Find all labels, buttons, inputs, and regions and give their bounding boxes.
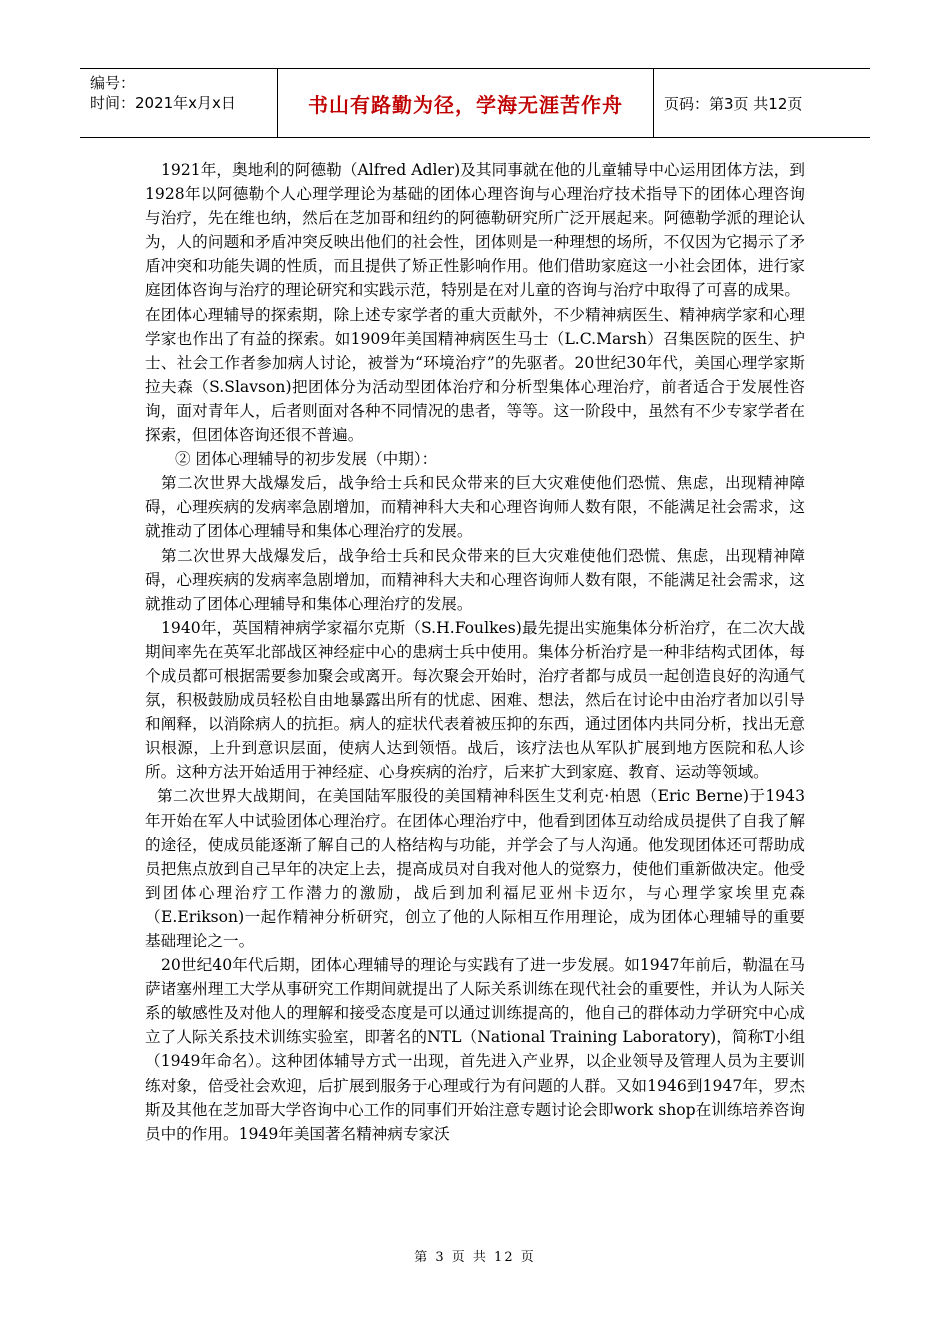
section-heading: ② 团体心理辅导的初步发展（中期）： bbox=[175, 450, 438, 469]
document-body bbox=[145, 158, 805, 1146]
header-meta bbox=[80, 69, 278, 137]
paragraph: 第二次世界大战爆发后，战争给士兵和民众带来的巨大灾难使他们恐慌、焦虑，出现精神障碍，心理疾病的发病率急剧增加，而精神科大夫和心理咨询师人数有限，不能满足社会需求，这就推动了团体心理辅导和集体心理治疗的发展。 bbox=[145, 546, 805, 613]
paragraph: 在团体心理辅导的探索期，除上述专家学者的重大贡献外，不少精神病医生、精神病学家和心理学家也作出了有益的探索。如1909年美国精神病医生马士（L.C.Marsh）召集医院的医生、护士、社会工作者参加病人讨论，被誉为“环境治疗”的先驱者。20世纪30年代，美国心理学家斯拉夫森（S.Slavson)把团体分为活动型团体治疗和分析型集体心理治疗，前者适合于发展性咨询，面对青年人，后者则面对各种不同情况的患者，等等。这一阶段中，虽然有不少专家学者在探索，但团体咨询还很不普遍。 bbox=[145, 305, 805, 445]
paragraph: 第二次世界大战期间，在美国陆军服役的美国精神科医生艾利克·柏恩（Eric Berne)于1943年开始在军人中试验团体心理治疗。在团体心理治疗中，他看到团体互动给成员提供了自我了解的途径，使成员能逐渐了解自己的人格结构与功能，并学会了与人沟通。他发现团体还可帮助成员把焦点放到自己早年的决定上去，提高成员对自我对他人的觉察力，使他们重新做决定。他受到团体心理治疗工作潜力的激励，战后到加利福尼亚州卡迈尔，与心理学家埃里克森（E.Erikson)一起作精神分析研究，创立了他的人际相互作用理论，成为团体心理辅导的重要基础理论之一。 bbox=[145, 787, 805, 950]
date-label: 时间：2021年x月x日 bbox=[90, 94, 236, 112]
page-header bbox=[80, 68, 870, 138]
paragraph: 20世纪40年代后期，团体心理辅导的理论与实践有了进一步发展。如1947年前后，勒温在马萨诸塞州理工大学从事研究工作期间就提出了人际关系训练在现代社会的重要性，并认为人际关系的敏感性及对他人的理解和接受态度是可以通过训练提高的，他自己的群体动力学研究中心成立了人际关系技术训练实验室，即著名的NTL（National Training Laboratory)，简称T小组（1949年命名）。这种团体辅导方式一出现，首先进入产业界，以企业领导及管理人员为主要训练对象，倍受社会欢迎，后扩展到服务于心理或行为有问题的人群。又如1946到1947年，罗杰斯及其他在芝加哥大学咨询中心工作的同事们开始注意专题讨论会即work shop在训练培养咨询员中的作用。1949年美国著名精神病专家沃 bbox=[145, 956, 805, 1143]
page-footer: 第 3 页 共 12 页 bbox=[414, 1250, 536, 1265]
number-label: 编号： bbox=[90, 74, 136, 92]
paragraph: 1940年，英国精神病学家福尔克斯（S.H.Foulkes)最先提出实施集体分析治疗，在二次大战期间率先在英军北部战区神经症中心的患病士兵中使用。集体分析治疗是一种非结构式团体，每个成员都可根据需要参加聚会或离开。每次聚会开始时，治疗者都与成员一起创造良好的沟通气氛，积极鼓励成员轻松自由地暴露出所有的忧虑、困难、想法，然后在讨论中由治疗者加以引导和阐释，以消除病人的抗拒。病人的症状代表着被压抑的东西，通过团体内共同分析，找出无意识根源，上升到意识层面，使病人达到领悟。战后，该疗法也从军队扩展到地方医院和私人诊所。这种方法开始适用于神经症、心身疾病的治疗，后来扩大到家庭、教育、运动等领域。 bbox=[145, 618, 805, 782]
paragraph: 第二次世界大战爆发后，战争给士兵和民众带来的巨大灾难使他们恐慌、焦虑，出现精神障碍，心理疾病的发病率急剧增加，而精神科大夫和心理咨询师人数有限，不能满足社会需求，这就推动了团体心理辅导和集体心理治疗的发展。 bbox=[145, 474, 805, 541]
paragraph: 1921年，奥地利的阿德勒（Alfred Adler)及其同事就在他的儿童辅导中心运用团体方法，到1928年以阿德勒个人心理学理论为基础的团体心理咨询与心理治疗技术指导下的团体心理咨询与治疗，先在维也纳，然后在芝加哥和纽约的阿德勒研究所广泛开展起来。阿德勒学派的理论认为，人的问题和矛盾冲突反映出他们的社会性，团体则是一种理想的场所，不仅因为它揭示了矛盾冲突和功能失调的性质，而且提供了矫正性影响作用。他们借助家庭这一小社会团体，进行家庭团体咨询与治疗的理论研究和实践示范，特别是在对儿童的咨询与治疗中取得了可喜的成果。 bbox=[145, 161, 805, 300]
header-motto: 书山有路勤为径，学海无涯苦作舟 bbox=[278, 69, 654, 137]
header-page-label: 页码：第3页 共12页 bbox=[664, 94, 803, 113]
